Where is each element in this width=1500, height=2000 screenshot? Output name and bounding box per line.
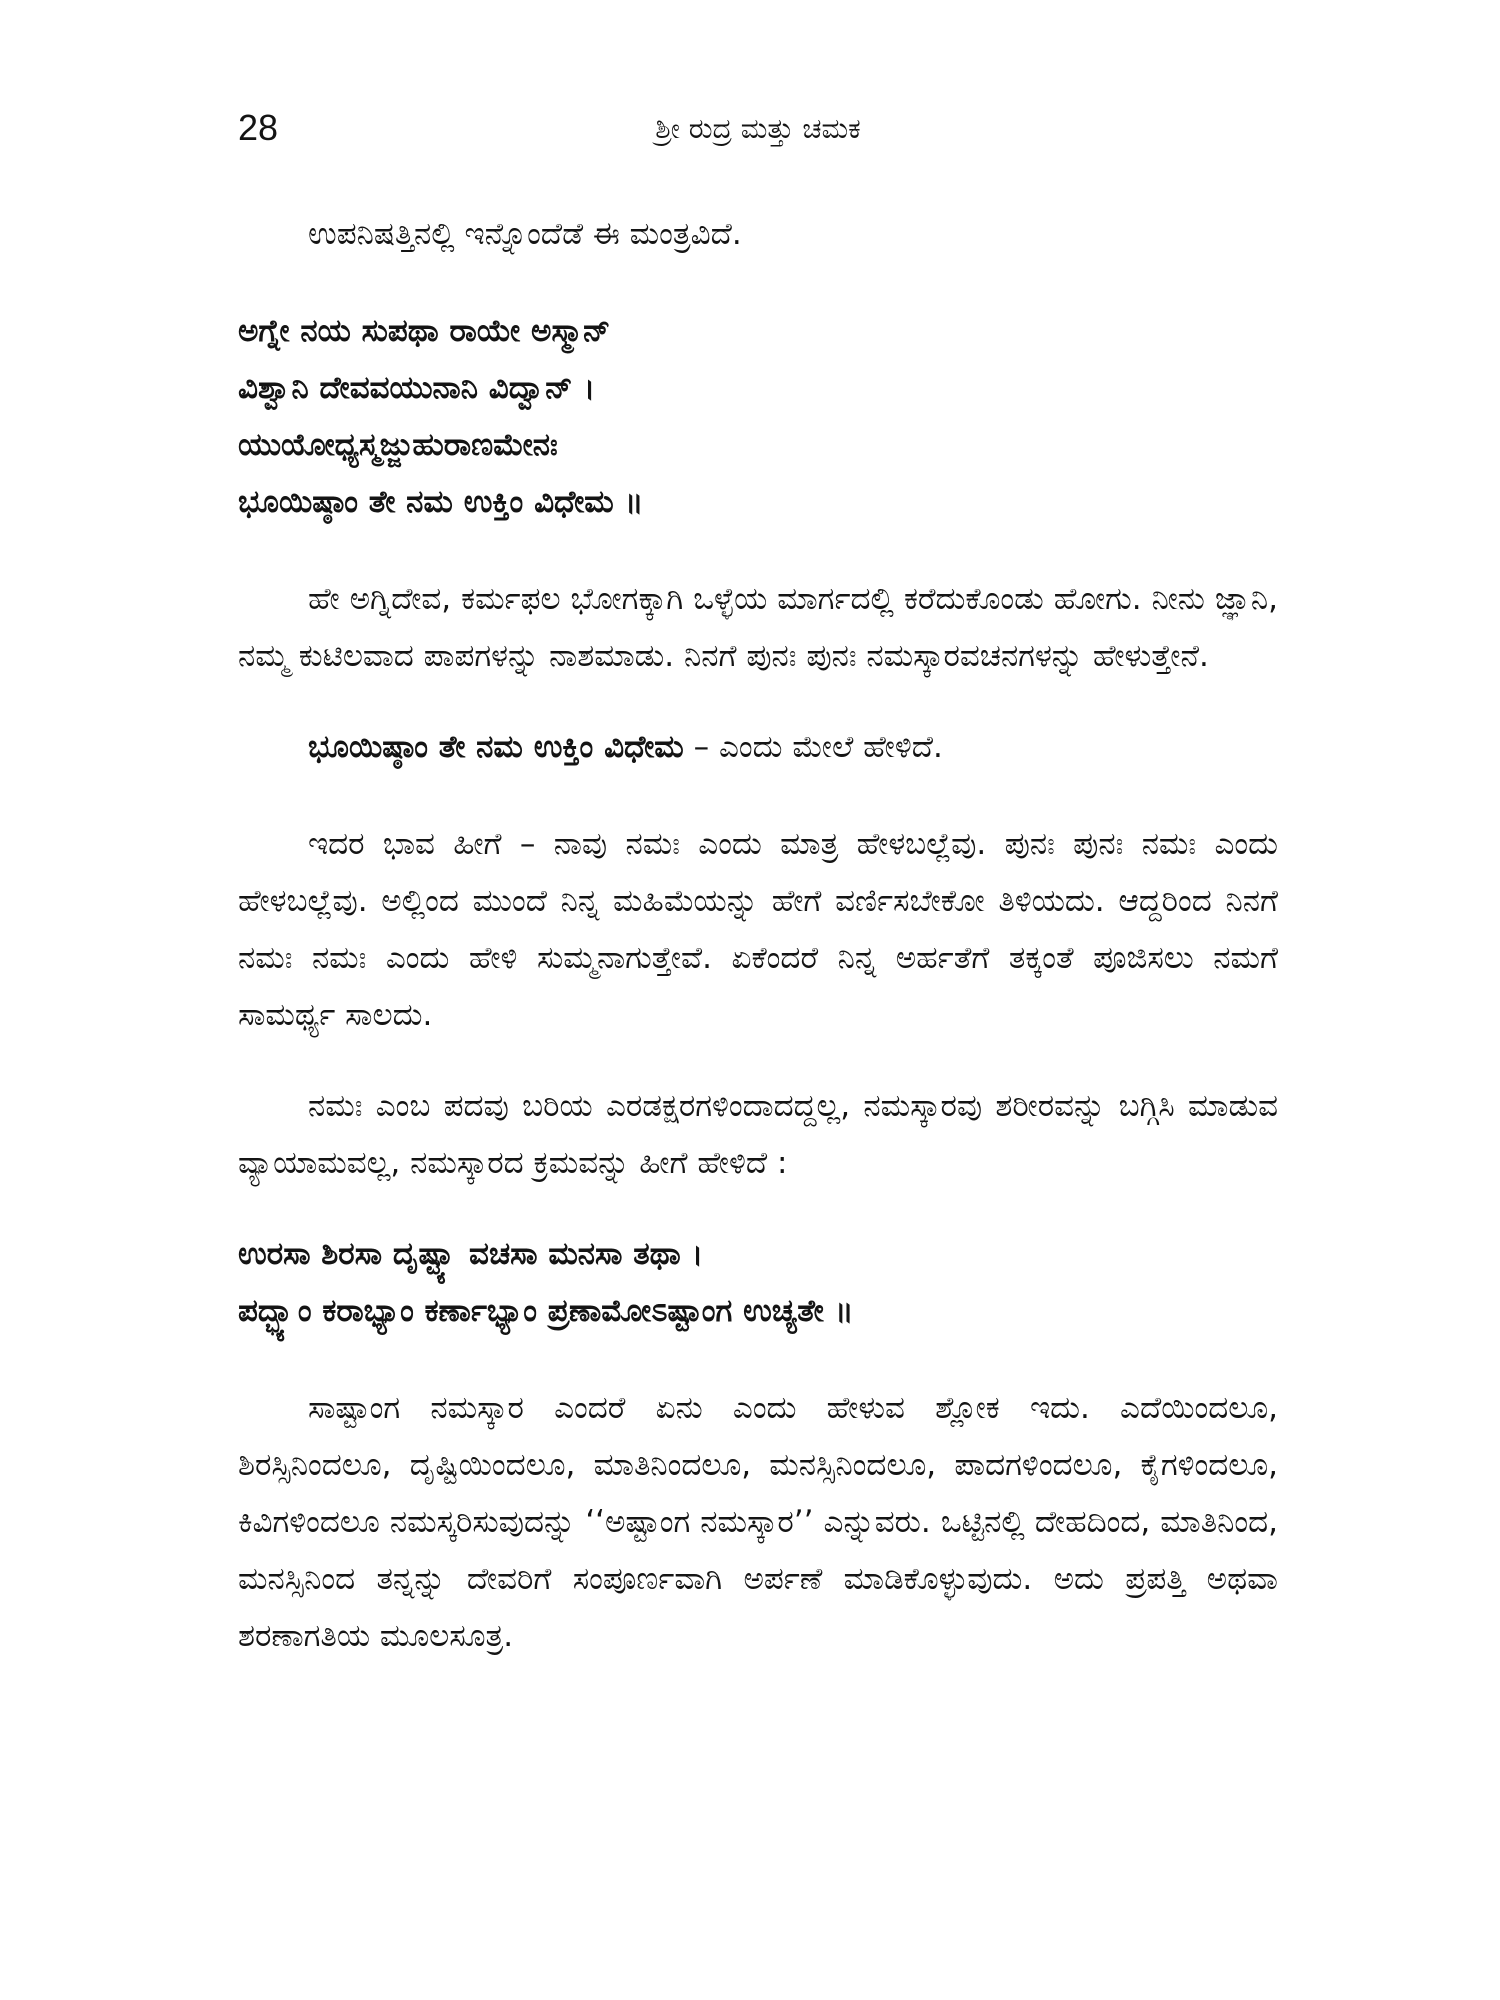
verse-line: ಪದ್ಭ್ಯಾಂ ಕರಾಭ್ಯಾಂ ಕರ್ಣಾಭ್ಯಾಂ ಪ್ರಣಾಮೋಽಷ್ಟಾಂಗ ಉಚ್ಯತೇ ॥: [238, 1293, 854, 1329]
paragraph-translation: ಹೇ ಅಗ್ನಿದೇವ, ಕರ್ಮಫಲ ಭೋಗಕ್ಕಾಗಿ ಒಳ್ಳೆಯ ಮಾರ್ಗದಲ್ಲಿ ಕರೆದುಕೊಂಡು ಹೋಗು. ನೀನು ಜ್ಞಾನಿ, ನಮ್ಮ ಕುಟಿಲವಾದ ಪಾಪಗಳನ್ನು ನಾಶಮಾಡು. ನಿನಗೆ ಪುನಃ ಪುನಃ ನಮಸ್ಕಾರವಚನಗಳನ್ನು ಹೇಳುತ್ತೇನೆ.: [238, 581, 1278, 674]
verse-line: ಯುಯೋಧ್ಯಸ್ಮಜ್ಜುಹುರಾಣಮೇನಃ: [238, 427, 558, 463]
verse-line: ಅಗ್ನೇ ನಯ ಸುಪಥಾ ರಾಯೇ ಅಸ್ಮಾನ್: [238, 313, 611, 349]
quoted-phrase: ಭೂಯಿಷ್ಠಾಂ ತೇ ನಮ ಉಕ್ತಿಂ ವಿಧೇಮ: [308, 729, 684, 765]
intro-paragraph: ಉಪನಿಷತ್ತಿನಲ್ಲಿ ಇನ್ನೊಂದೆಡೆ ಈ ಮಂತ್ರವಿದೆ.: [308, 216, 742, 252]
page-body: [238, 206, 1278, 1699]
paragraph-meaning: ಇದರ ಭಾವ ಹೀಗೆ – ನಾವು ನಮಃ ಎಂದು ಮಾತ್ರ ಹೇಳಬಲ್ಲೆವು. ಪುನಃ ಪುನಃ ನಮಃ ಎಂದು ಹೇಳಬಲ್ಲೆವು. ಅಲ್ಲಿಂದ ಮುಂದೆ ನಿನ್ನ ಮಹಿಮೆಯನ್ನು ಹೇಗೆ ವರ್ಣಿಸಬೇಕೋ ತಿಳಿಯದು. ಆದ್ದರಿಂದ ನಿನಗೆ ನಮಃ ನಮಃ ಎಂದು ಹೇಳಿ ಸುಮ್ಮನಾಗುತ್ತೇವೆ. ಏಕೆಂದರೆ ನಿನ್ನ ಅರ್ಹತೆಗೆ ತಕ್ಕಂತೆ ಪೂಜಿಸಲು ನಮಗೆ ಸಾಮರ್ಥ್ಯ ಸಾಲದು.: [238, 826, 1278, 1033]
paragraph-sashtanga: ಸಾಷ್ಟಾಂಗ ನಮಸ್ಕಾರ ಎಂದರೆ ಏನು ಎಂದು ಹೇಳುವ ಶ್ಲೋಕ ಇದು. ಎದೆಯಿಂದಲೂ, ಶಿರಸ್ಸಿನಿಂದಲೂ, ದೃಷ್ಟಿಯಿಂದಲೂ, ಮಾತಿನಿಂದಲೂ, ಮನಸ್ಸಿನಿಂದಲೂ, ಪಾದಗಳಿಂದಲೂ, ಕೈಗಳಿಂದಲೂ, ಕಿವಿಗಳಿಂದಲೂ ನಮಸ್ಕರಿಸುವುದನ್ನು ‘‘ಅಷ್ಟಾಂಗ ನಮಸ್ಕಾರ’’ ಎನ್ನುವರು. ಒಟ್ಟಿನಲ್ಲಿ ದೇಹದಿಂದ, ಮಾತಿನಿಂದ, ಮನಸ್ಸಿನಿಂದ ತನ್ನನ್ನು ದೇವರಿಗೆ ಸಂಪೂರ್ಣವಾಗಿ ಅರ್ಪಣೆ ಮಾಡಿಕೊಳ್ಳುವುದು. ಅದು ಪ್ರಪತ್ತಿ ಅಥವಾ ಶರಣಾಗತಿಯ ಮೂಲಸೂತ್ರ.: [238, 1390, 1278, 1654]
verse-line: ಉರಸಾ ಶಿರಸಾ ದೃಷ್ಟ್ಯಾ ವಚಸಾ ಮನಸಾ ತಥಾ ।: [238, 1236, 704, 1272]
page-number: 28: [238, 107, 279, 148]
quoted-phrase-remark: – ಎಂದು ಮೇಲೆ ಹೇಳಿದೆ.: [683, 729, 943, 765]
page-header: [238, 100, 1278, 160]
paragraph-namah: ನಮಃ ಎಂಬ ಪದವು ಬರಿಯ ಎರಡಕ್ಷರಗಳಿಂದಾದದ್ದಲ್ಲ, ನಮಸ್ಕಾರವು ಶರೀರವನ್ನು ಬಗ್ಗಿಸಿ ಮಾಡುವ ವ್ಯಾಯಾಮವಲ್ಲ, ನಮಸ್ಕಾರದ ಕ್ರಮವನ್ನು ಹೀಗೆ ಹೇಳಿದೆ :: [238, 1088, 1278, 1181]
quoted-phrase-line: [238, 719, 1278, 776]
verse-urasa-shirasa: [238, 1226, 1278, 1340]
verse-line: ವಿಶ್ವಾನಿ ದೇವವಯುನಾನಿ ವಿದ್ವಾನ್ ।: [238, 370, 596, 406]
verse-agne-naya: [238, 303, 1278, 531]
running-title: ಶ್ರೀ ರುದ್ರ ಮತ್ತು ಚಮಕ: [655, 112, 861, 145]
verse-line: ಭೂಯಿಷ್ಠಾಂ ತೇ ನಮ ಉಕ್ತಿಂ ವಿಧೇಮ ॥: [238, 484, 644, 520]
